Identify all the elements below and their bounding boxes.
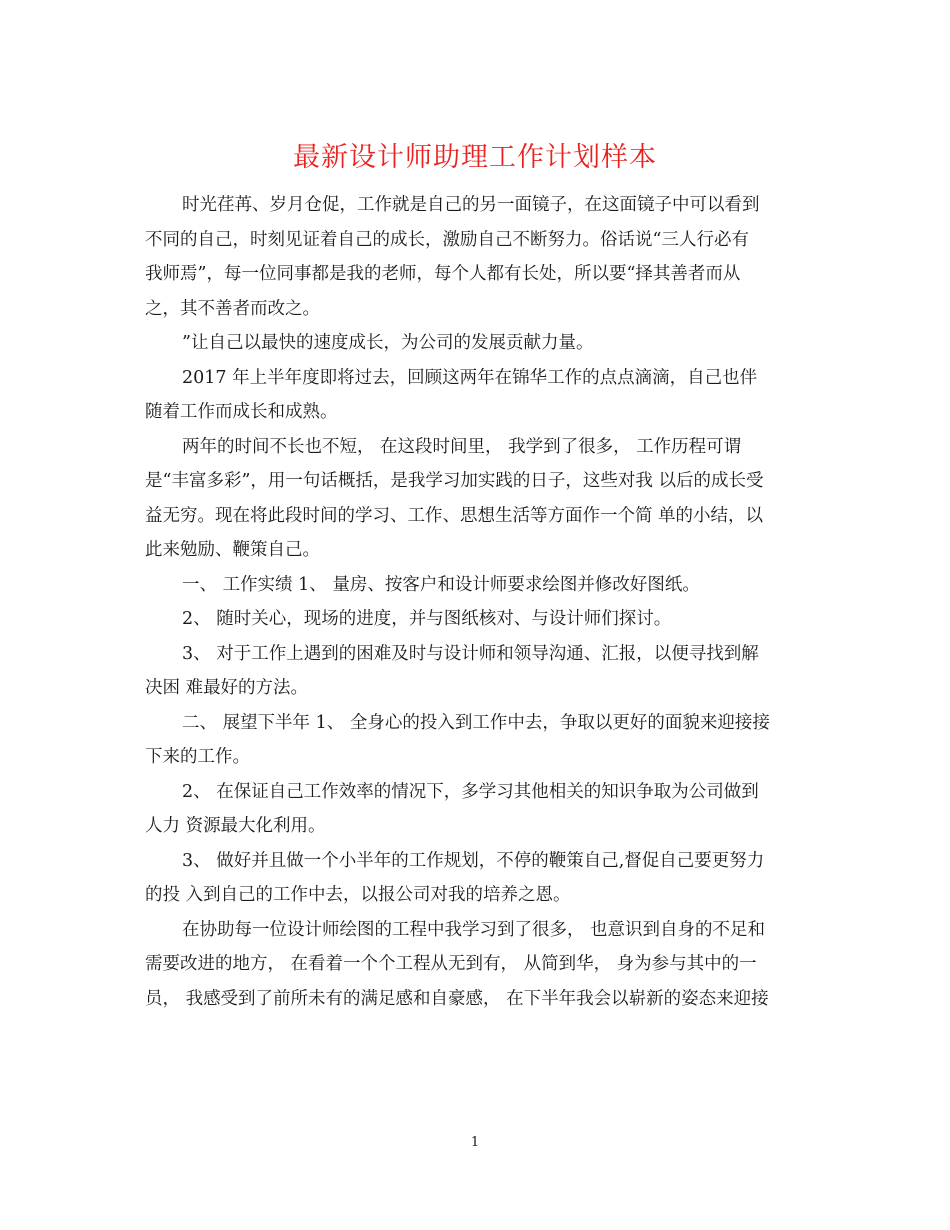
paragraph [145, 188, 810, 326]
paragraph [145, 602, 810, 637]
paragraph-line: 一、 工作实绩 1、 量房、按客户和设计师要求绘图并修改好图纸。 [182, 574, 700, 595]
paragraph-line: 此来勉励、鞭策自己。 [145, 540, 320, 560]
paragraph-line: 两年的时间不长也不短， 在这段时间里， 我学到了很多， 工作历程可谓 [182, 436, 742, 457]
paragraph-line: 3、 做好并且做一个小半年的工作规划，不停的鞭策自己,督促自己要更努力 [182, 850, 765, 871]
paragraph-line: 的投 入到自己的工作中去，以报公司对我的培养之恩。 [145, 885, 571, 905]
paragraph [145, 361, 810, 430]
paragraph [145, 326, 810, 361]
document-body [145, 188, 810, 1016]
paragraph-line: 时光荏苒、岁月仓促，工作就是自己的另一面镜子，在这面镜子中可以看到 [182, 195, 760, 215]
paragraph [145, 430, 810, 568]
paragraph-line: 员， 我感受到了前所未有的满足感和自豪感， 在下半年我会以崭新的姿态来迎接 [145, 988, 769, 1009]
paragraph [145, 913, 810, 1017]
paragraph-line: 是“丰富多彩”，用一句话概括，是我学习加实践的日子，这些对我 以后的成长受 [145, 471, 764, 491]
paragraph-line: 下来的工作。 [145, 747, 250, 767]
paragraph-line: ”让自己以最快的速度成长，为公司的发展贡献力量。 [182, 333, 594, 353]
paragraph-line: 2017 年上半年度即将过去，回顾这两年在锦华工作的点点滴滴，自己也伴 [182, 367, 758, 388]
paragraph [145, 706, 810, 775]
paragraph-line: 需要改进的地方， 在看着一个个工程从无到有， 从简到华， 身为参与其中的一 [145, 954, 757, 974]
paragraph-line: 之，其不善者而改之。 [145, 298, 320, 319]
paragraph-line: 人力 资源最大化利用。 [145, 816, 326, 836]
paragraph-line: 益无穷。现在将此段时间的学习、工作、思想生活等方面作一个简 单的小结，以 [145, 505, 764, 526]
page-number: 1 [470, 1135, 480, 1150]
paragraph-line: 我师焉”，每一位同事都是我的老师，每个人都有长处，所以要“择其善者而从 [145, 264, 741, 284]
paragraph-line: 决困 难最好的方法。 [145, 678, 309, 698]
paragraph [145, 637, 810, 706]
paragraph-line: 2、 在保证自己工作效率的情况下，多学习其他相关的知识争取为公司做到 [182, 781, 759, 802]
paragraph [145, 568, 810, 603]
paragraph-line: 随着工作而成长和成熟。 [145, 402, 338, 422]
paragraph-line: 3、 对于工作上遇到的困难及时与设计师和领导沟通、汇报，以便寻找到解 [182, 643, 759, 664]
paragraph-line: 2、 随时关心，现场的进度，并与图纸核对、与设计师们探讨。 [182, 609, 672, 629]
document-title: 最新设计师助理工作计划样本 [293, 142, 657, 173]
paragraph [145, 844, 810, 913]
paragraph-line: 二、 展望下半年 1、 全身心的投入到工作中去，争取以更好的面貌来迎接接 [182, 712, 770, 733]
paragraph [145, 775, 810, 844]
paragraph-line: 不同的自己，时刻见证着自己的成长，激励自己不断努力。俗话说“三人行必有 [145, 229, 749, 250]
paragraph-line: 在协助每一位设计师绘图的工程中我学习到了很多， 也意识到自身的不足和 [182, 919, 766, 940]
